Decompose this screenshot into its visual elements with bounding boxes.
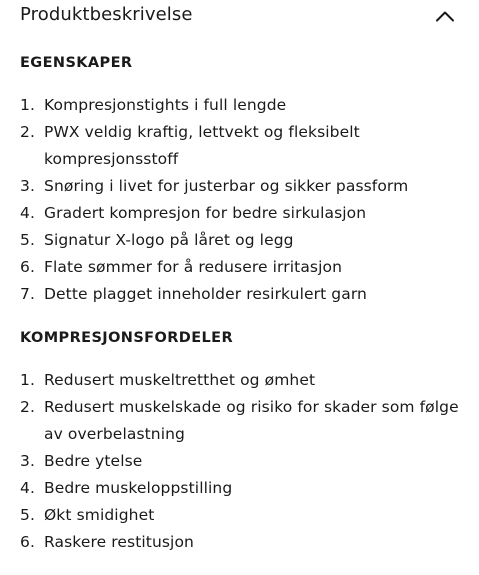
list-item: 7. Dette plagget inneholder resirkulert garn [20,285,367,303]
accordion-title: Produktbeskrivelse [20,4,193,25]
section-heading-features: EGENSKAPER [20,55,133,71]
chevron-up-icon [435,10,455,22]
list-item: 2. Redusert muskelskade og risiko for skader som følge av overbelastning [20,398,459,443]
list-item: 1. Redusert muskeltretthet og ømhet [20,371,316,389]
accordion-header[interactable] [0,0,479,34]
list-item: 3. Snøring i livet for justerbar og sikker passform [20,177,409,195]
collapse-toggle[interactable] [428,0,462,32]
list-item: 6. Flate sømmer for å redusere irritasjon [20,258,343,276]
section-heading-compression-benefits: KOMPRESJONSFORDELER [20,330,234,346]
list-item: 2. PWX veldig kraftig, lettvekt og fleksibelt kompresjonsstoff [20,123,360,168]
list-item: 5. Økt smidighet [20,506,155,524]
list-item: 3. Bedre ytelse [20,452,143,470]
list-item: 4. Gradert kompresjon for bedre sirkulasjon [20,204,367,222]
list-item: 4. Bedre muskeloppstilling [20,479,233,497]
features-list [20,92,460,308]
list-item: 1. Kompresjonstights i full lengde [20,96,287,114]
benefits-list [20,367,460,556]
list-item: 5. Signatur X-logo på låret og legg [20,231,294,249]
list-item: 6. Raskere restitusjon [20,533,194,551]
